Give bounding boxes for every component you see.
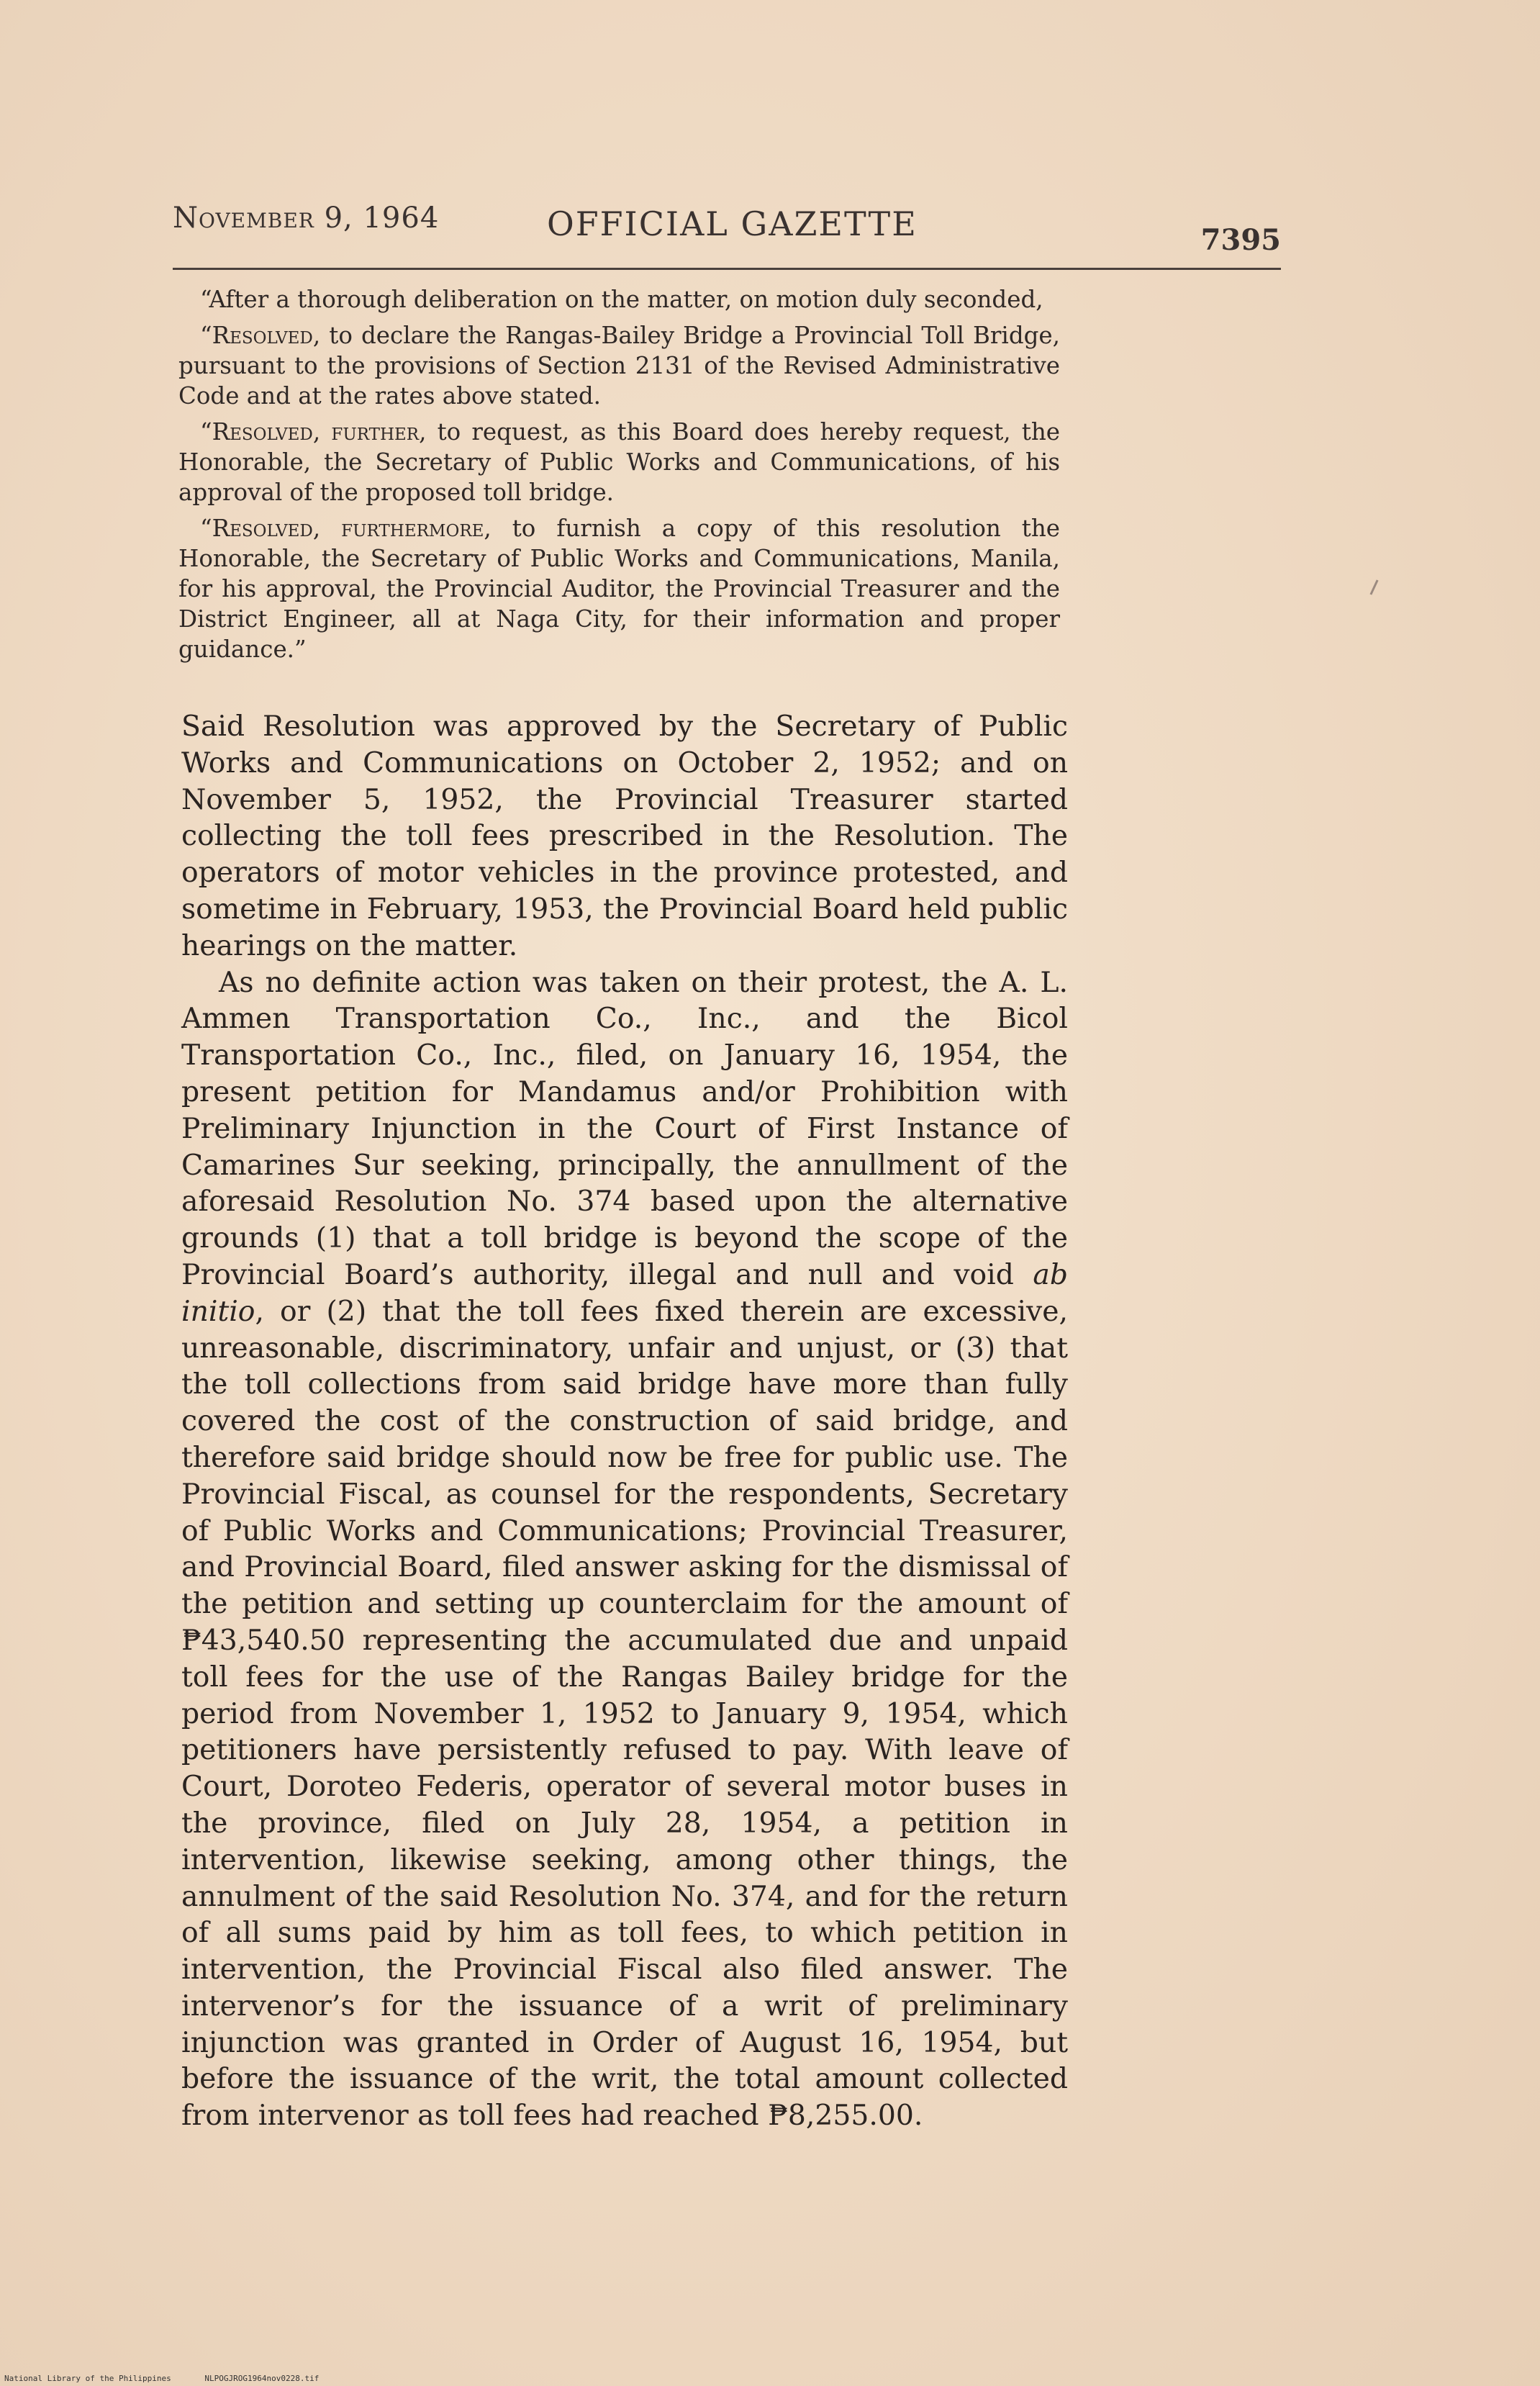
page-number: 7395 bbox=[1200, 223, 1281, 257]
quote-text: “After a thorough deliberation on the matter, on motion duly seconded, bbox=[200, 286, 1043, 313]
quote-lead: “Resolved, furthermore, bbox=[200, 515, 492, 542]
body-paragraph bbox=[181, 965, 1068, 2136]
library-credit: National Library of the Philippines bbox=[4, 2374, 171, 2383]
body-text-segment: As no definite action was taken on their protest, the A. L. Ammen Transportation Co., Inc., and the Bicol Transportation Co., Inc., filed, on January 16, 1954, the present petition for Mandamus and/or Prohibition with Preliminary Injunction in the Court of First Instance of Camarines Sur seeking, principally, the annullment of the aforesaid Resolution No. 374 based upon the alternative grounds (1) that a toll bridge is beyond the scope of the Provincial Board’s authority, illegal and null and void bbox=[181, 966, 1068, 1291]
header-rule bbox=[173, 268, 1281, 270]
quote-paragraph bbox=[178, 417, 1060, 507]
quoted-resolution bbox=[178, 284, 1060, 670]
body-text-segment: , or (2) that the toll fees fixed therein are excessive, unreasonable, discriminatory, unfair and unjust, or (3) that the toll collections from said bridge have more than fully covered the cost of the construction of said bridge, and therefore said bridge should now be free for public use. The Provincial Fiscal, as counsel for the respondents, Secretary of Public Works and Communications; Provincial Treasurer, and Provincial Board, filed answer asking for the dismissal of the petition and setting up counterclaim for the amount of ₱43,540.50 representing the accumulated due and unpaid toll fees for the use of the Rangas Bailey bridge for the period from November 1, 1952 to January 9, 1954, which petitioners have persistently refused to pay. With leave of Court, Doroteo Federis, operator of several motor buses in the province, filed on July 28, 1954, a petition in intervention, likewise seeking, among other things, the annulment of the said Resolution No. 374, and for the return of all sums paid by him as toll fees, to which petition in intervention, the Provincial Fiscal also filed answer. The intervenor’s for the issuance of a writ of preliminary injunction was granted in Order of August 16, 1954, but before the issuance of the writ, the total amount collected from intervenor as toll fees had reached ₱8,255.00. bbox=[181, 1295, 1068, 2133]
file-name: NLPOGJROG1964nov0228.tif bbox=[204, 2374, 320, 2383]
scan-footer bbox=[4, 2374, 348, 2383]
quote-paragraph bbox=[178, 513, 1060, 664]
running-head bbox=[173, 194, 1281, 259]
latin-phrase: ab initio bbox=[181, 1258, 1068, 1328]
body-paragraph: Said Resolution was approved by the Secretary of Public Works and Communications on October 2, 1952; and on November 5, 1952, the Provincial Treasurer started collecting the toll fees prescribed in the Resolution. The operators of motor vehicles in the province protested, and sometime in February, 1953, the Provincial Board held public hearings on the matter. bbox=[181, 710, 1068, 962]
quote-text: to request, as this Board does hereby request, the Honorable, the Secretary of Public Works and Communications, of his approval of the proposed toll bridge. bbox=[178, 418, 1060, 506]
quote-paragraph bbox=[178, 320, 1060, 411]
issue-date: November 9, 1964 bbox=[173, 202, 440, 235]
quote-lead: “Resolved, bbox=[200, 322, 321, 349]
quote-lead: “Resolved, further, bbox=[200, 418, 427, 446]
quote-text: to furnish a copy of this resolution the Honorable, the Secretary of Public Works and Communications, Manila, for his approval, the Provincial Auditor, the Provincial Treasurer and the District Engineer, all at Naga City, for their information and proper guidance.” bbox=[178, 515, 1061, 663]
publication-title: OFFICIAL GAZETTE bbox=[547, 204, 918, 243]
quote-paragraph bbox=[178, 284, 1060, 315]
quote-text: to declare the Rangas-Bailey Bridge a Provincial Toll Bridge, pursuant to the provisions of Section 2131 of the Revised Administrative Code and at the rates above stated. bbox=[178, 322, 1060, 410]
body-text bbox=[181, 709, 1068, 2135]
